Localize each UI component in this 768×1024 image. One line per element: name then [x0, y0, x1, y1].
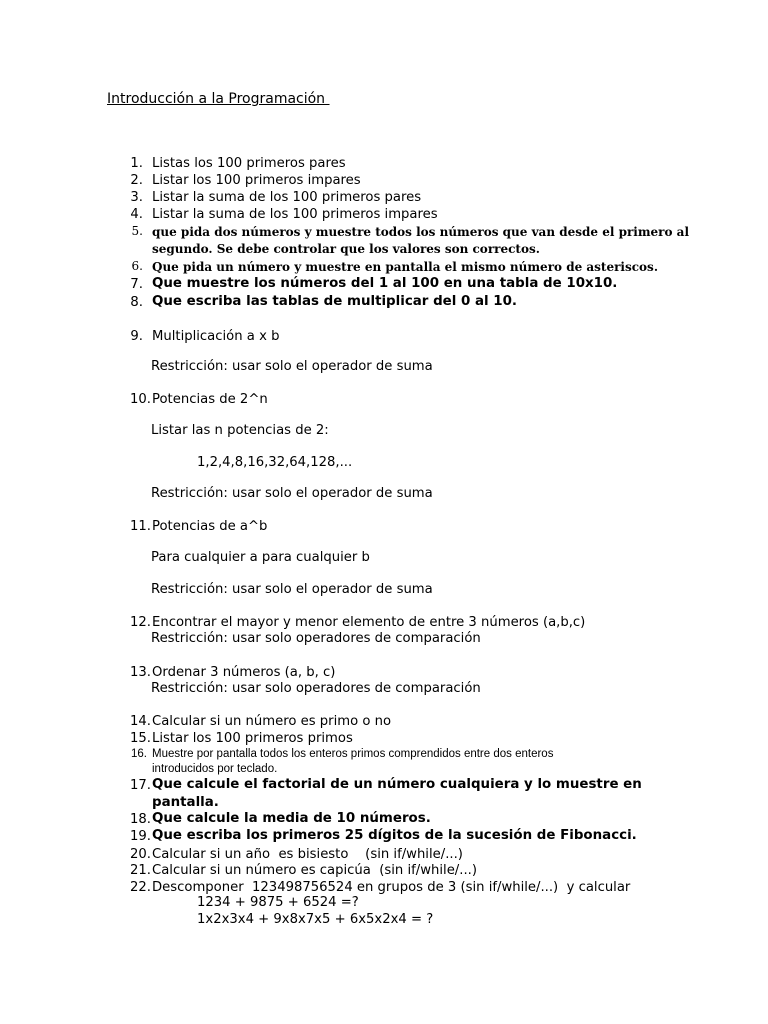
item-number: 10. [130, 392, 151, 407]
item-number: 1. [130, 156, 143, 171]
item-text: Encontrar el mayor y menor elemento de entre 3 números (a,b,c) [152, 615, 586, 630]
item-number: 17. [130, 778, 151, 793]
item-text: Que calcule el factorial de un número cualquiera y lo muestre en [152, 777, 642, 792]
item-text: Calcular si un número es primo o no [152, 714, 392, 729]
item-text: Listar los 100 primeros impares [152, 173, 361, 188]
restriction-text: Restricción: usar solo operadores de comparación [151, 681, 481, 696]
item-text: Que muestre los números del 1 al 100 en una tabla de 10x10. [152, 276, 618, 291]
sub-text: Listar las n potencias de 2: [151, 423, 329, 438]
item-number: 15. [130, 731, 151, 746]
item-text: Calcular si un número es capicúa (sin if/while/...) [152, 863, 477, 878]
item-text: segundo. Se debe controlar que los valores son correctos. [152, 242, 540, 256]
item-number: 14. [130, 714, 151, 729]
restriction-text: Restricción: usar solo el operador de suma [151, 486, 433, 501]
item-number: 9. [130, 329, 143, 344]
item-text: Muestre por pantalla todos los enteros primos comprendidos entre dos enteros [152, 748, 554, 760]
item-number: 8. [130, 295, 143, 310]
item-number: 5. [131, 224, 143, 238]
item-text: Listar la suma de los 100 primeros impares [152, 207, 438, 222]
item-number: 20. [130, 847, 151, 862]
item-text: Calcular si un año es bisiesto (sin if/while/...) [152, 847, 463, 862]
page-title: Introducción a la Programación [107, 91, 330, 107]
item-text: Que calcule la media de 10 números. [152, 811, 431, 826]
item-text: Que escriba las tablas de multiplicar del 0 al 10. [152, 294, 517, 309]
item-text: que pida dos números y muestre todos los números que van desde el primero al [152, 225, 690, 239]
item-text: Multiplicación a x b [152, 329, 280, 344]
item-text: Ordenar 3 números (a, b, c) [152, 665, 336, 680]
sub-text: 1234 + 9875 + 6524 =? [197, 895, 359, 910]
item-number: 19. [130, 829, 151, 844]
item-number: 4. [130, 207, 143, 222]
item-text: Listas los 100 primeros pares [152, 156, 346, 171]
item-text: Potencias de 2^n [152, 392, 268, 407]
item-text: Listar los 100 primeros primos [152, 731, 353, 746]
item-text: pantalla. [152, 795, 219, 810]
item-number: 2. [130, 173, 143, 188]
item-text: Que pida un número y muestre en pantalla el mismo número de asteriscos. [152, 260, 658, 274]
item-number: 11. [130, 519, 151, 534]
item-number: 21. [130, 863, 151, 878]
sub-text: 1,2,4,8,16,32,64,128,... [197, 455, 353, 470]
item-number: 3. [130, 190, 143, 205]
restriction-text: Restricción: usar solo el operador de suma [151, 582, 433, 597]
restriction-text: Restricción: usar solo el operador de suma [151, 359, 433, 374]
sub-text: 1x2x3x4 + 9x8x7x5 + 6x5x2x4 = ? [197, 912, 434, 927]
restriction-text: Restricción: usar solo operadores de comparación [151, 631, 481, 646]
item-text: Listar la suma de los 100 primeros pares [152, 190, 422, 205]
item-text: Descomponer 123498756524 en grupos de 3 (sin if/while/...) y calcular [152, 880, 631, 895]
item-number: 18. [130, 812, 151, 827]
sub-text: Para cualquier a para cualquier b [151, 550, 370, 565]
item-number: 22. [130, 880, 151, 895]
item-text: Potencias de a^b [152, 519, 268, 534]
item-number: 13. [130, 665, 151, 680]
item-text: introducidos por teclado. [152, 763, 278, 775]
item-number: 7. [130, 277, 143, 292]
item-text: Que escriba los primeros 25 dígitos de la sucesión de Fibonacci. [152, 828, 637, 843]
item-number: 6. [131, 259, 143, 273]
item-number: 16. [131, 748, 147, 760]
item-number: 12. [130, 615, 151, 630]
